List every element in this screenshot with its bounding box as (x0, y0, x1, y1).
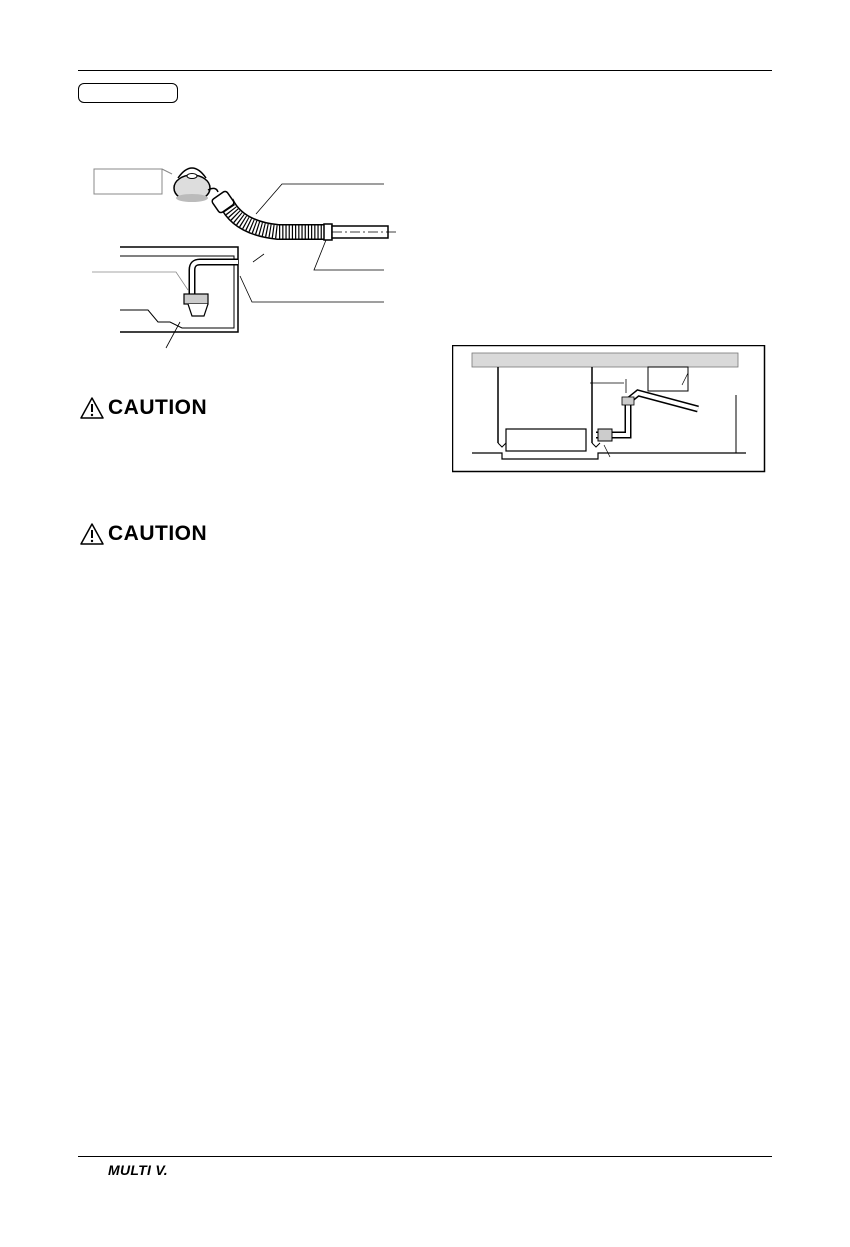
drain-hose (211, 190, 332, 240)
multi-v-logo: MULTI V. (108, 1162, 168, 1178)
kettle-icon (174, 168, 218, 202)
drain-pan (120, 247, 238, 332)
drain-test-figure (88, 150, 398, 355)
caution-label: CAUTION (108, 522, 208, 545)
ceiling-slab (472, 353, 738, 367)
warning-triangle-icon (80, 397, 104, 419)
section-tab (78, 83, 178, 103)
drain-pipe (332, 226, 396, 238)
kettle-callout-box (94, 169, 162, 194)
caution-label: CAUTION (108, 396, 208, 419)
footer-rule (78, 1156, 772, 1157)
warning-triangle-icon (80, 523, 104, 545)
header-rule (78, 70, 772, 71)
caution-heading-2 (80, 522, 207, 546)
indoor-unit (506, 429, 586, 451)
ceiling-installation-figure (452, 345, 766, 473)
caution-heading-1 (80, 396, 207, 420)
